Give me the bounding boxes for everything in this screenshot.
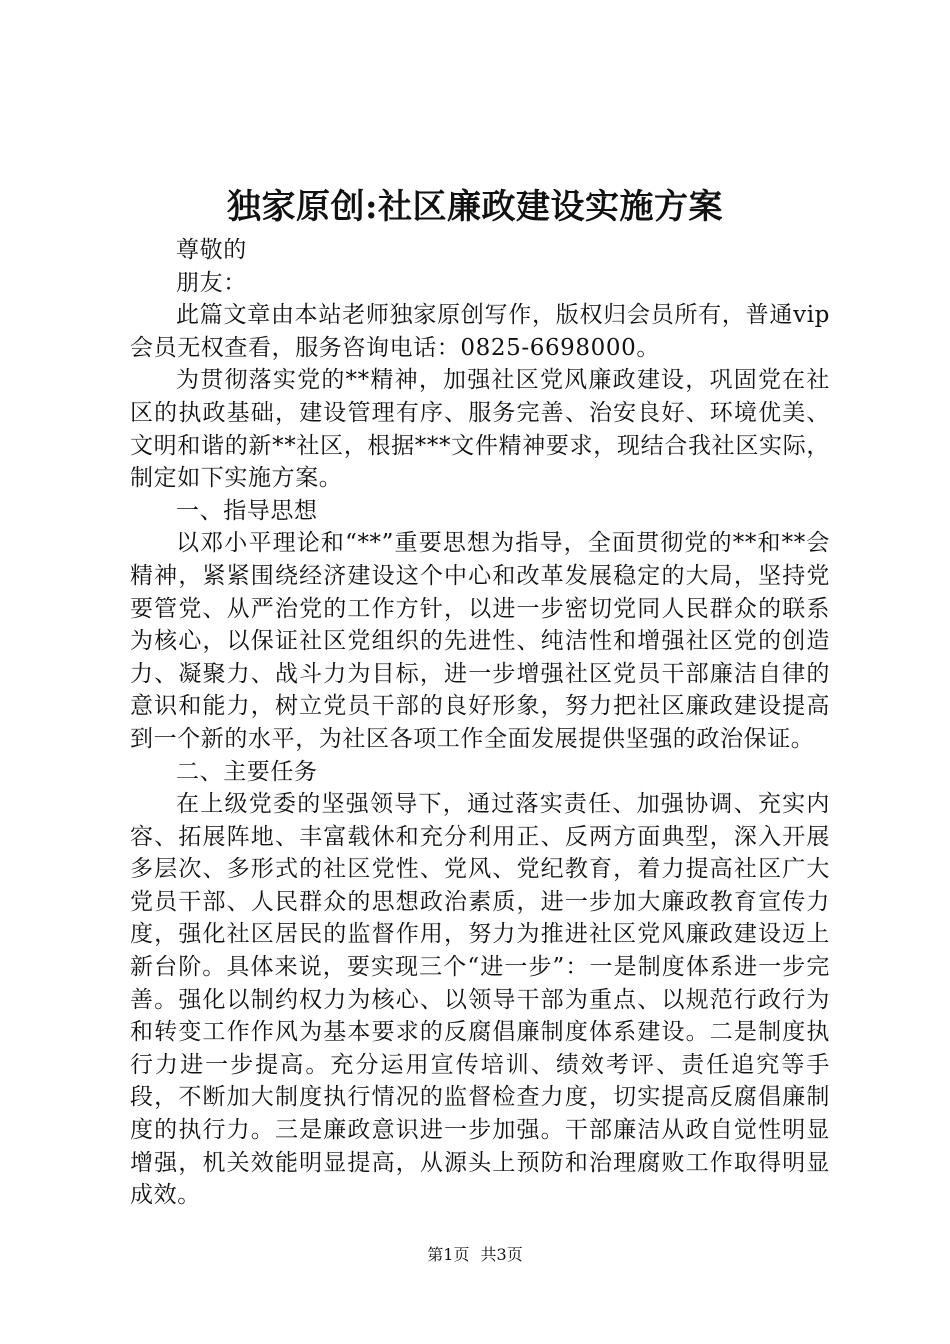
page-number-current: 第1页 [427, 1245, 470, 1264]
salutation-line-2: 朋友： [176, 269, 247, 296]
section-heading-main-tasks: 二、主要任务 [176, 758, 318, 785]
guiding-ideology-paragraph: 以邓小平理论和“**”重要思想为指导，全面贯彻党的**和**会精神，紧紧围绕经济建设这个中心和改革发展稳定的大局，坚持党要管党、从严治党的工作方针，以进一步密切党同人民群众的联系为核心，以保证社区党组织的先进性、纯洁性和增强社区党的创造力、凝聚力、战斗力为目标，进一步增强社区党员干部廉洁自律的意识和能力，树立党员干部的良好形象，努力把社区廉政建设提高到一个新的水平，为社区各项工作全面发展提供坚强的政治保证。 [130, 530, 830, 752]
intro-paragraph: 为贯彻落实党的**精神，加强社区党风廉政建设，巩固党在社区的执政基础，建设管理有序、服务完善、治安良好、环境优美、文明和谐的新**社区，根据***文件精神要求，现结合我社区实际，制定如下实施方案。 [130, 367, 830, 492]
main-tasks-paragraph: 在上级党委的坚强领导下，通过落实责任、加强协调、充实内容、拓展阵地、丰富载休和充分利用正、反两方面典型，深入开展多层次、多形式的社区党性、党风、党纪教育，着力提高社区广大党员干部、人民群众的思想政治素质，进一步加大廉政教育宣传力度，强化社区居民的监督作用，努力为推进社区党风廉政建设迈上新台阶。具体来说，要实现三个“进一步”：一是制度体系进一步完善。强化以制约权力为核心、以领导干部为重点、以规范行政行为和转变工作作风为基本要求的反腐倡廉制度体系建设。二是制度执行力进一步提高。充分运用宣传培训、绩效考评、责任追究等手段，不断加大制度执行情况的监督检查力度，切实提高反腐倡廉制度的执行力。三是廉政意识进一步加强。干部廉洁从政自觉性明显增强，机关效能明显提高，从源头上预防和治理腐败工作取得明显成效。 [130, 791, 830, 1209]
document-body [130, 234, 830, 1212]
section-heading-guiding-ideology: 一、指导思想 [176, 497, 318, 524]
salutation-line-1: 尊敬的 [176, 237, 247, 263]
document-title: 独家原创:社区廉政建设实施方案 [226, 187, 724, 227]
page-footer [0, 1244, 950, 1266]
page-number-total: 共3页 [480, 1245, 523, 1264]
copyright-notice: 此篇文章由本站老师独家原创写作，版权归会员所有，普通vip会员无权查看，服务咨询电话：0825-6698000。 [130, 302, 830, 361]
